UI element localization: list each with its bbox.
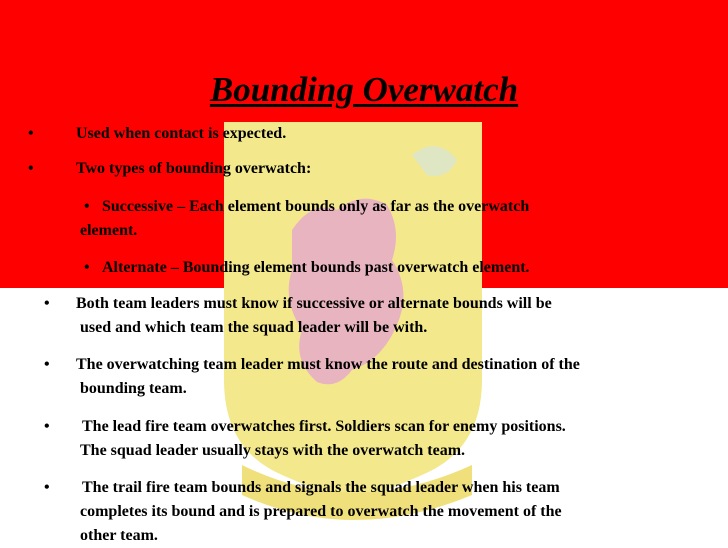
bullet-text-line-2: completes its bound and is prepared to overwatch the movement of the bbox=[80, 503, 562, 520]
bullet-dot: • bbox=[44, 479, 50, 496]
bullet-text-line-2: The squad leader usually stays with the overwatch team. bbox=[80, 442, 466, 459]
bullet-text-line-1: Successive – Each element bounds only as far as the overwatch bbox=[102, 198, 530, 215]
bullet-text: Alternate – Bounding element bounds past overwatch element. bbox=[102, 259, 530, 276]
bullet-text-line-2: bounding team. bbox=[80, 380, 187, 397]
sub-bullet-alternate bbox=[0, 256, 728, 280]
bullet-team-leaders-know bbox=[0, 292, 728, 340]
bullet-dot: • bbox=[84, 198, 90, 215]
bullet-text-line-1: The overwatching team leader must know the route and destination of the bbox=[76, 356, 580, 373]
bullet-text-line-1: Both team leaders must know if successive or alternate bounds will be bbox=[76, 295, 552, 312]
bullet-dot: • bbox=[44, 418, 50, 435]
bullet-dot: • bbox=[44, 356, 50, 373]
bullet-dot: • bbox=[28, 160, 34, 177]
bullet-contact-expected bbox=[0, 122, 728, 146]
sub-bullet-successive bbox=[0, 195, 728, 243]
bullet-text-line-1: The trail fire team bounds and signals the squad leader when his team bbox=[82, 479, 560, 496]
slide-title: Bounding Overwatch bbox=[209, 70, 519, 109]
bullet-overwatching-leader bbox=[0, 353, 728, 401]
bullet-dot: • bbox=[44, 295, 50, 312]
bullet-trail-fire-team bbox=[0, 476, 728, 546]
bullet-text: Used when contact is expected. bbox=[76, 125, 287, 142]
bullet-two-types bbox=[0, 157, 728, 181]
bullet-text-line-1: The lead fire team overwatches first. Soldiers scan for enemy positions. bbox=[82, 418, 566, 435]
bullet-text-line-3: other team. bbox=[80, 527, 158, 544]
bullet-text-line-2: used and which team the squad leader will be with. bbox=[80, 319, 428, 336]
bullet-lead-fire-team bbox=[0, 415, 728, 463]
bullet-text-line-2: element. bbox=[80, 222, 138, 239]
bullet-dot: • bbox=[28, 125, 34, 142]
bullet-text: Two types of bounding overwatch: bbox=[76, 160, 312, 177]
bullet-dot: • bbox=[84, 259, 90, 276]
